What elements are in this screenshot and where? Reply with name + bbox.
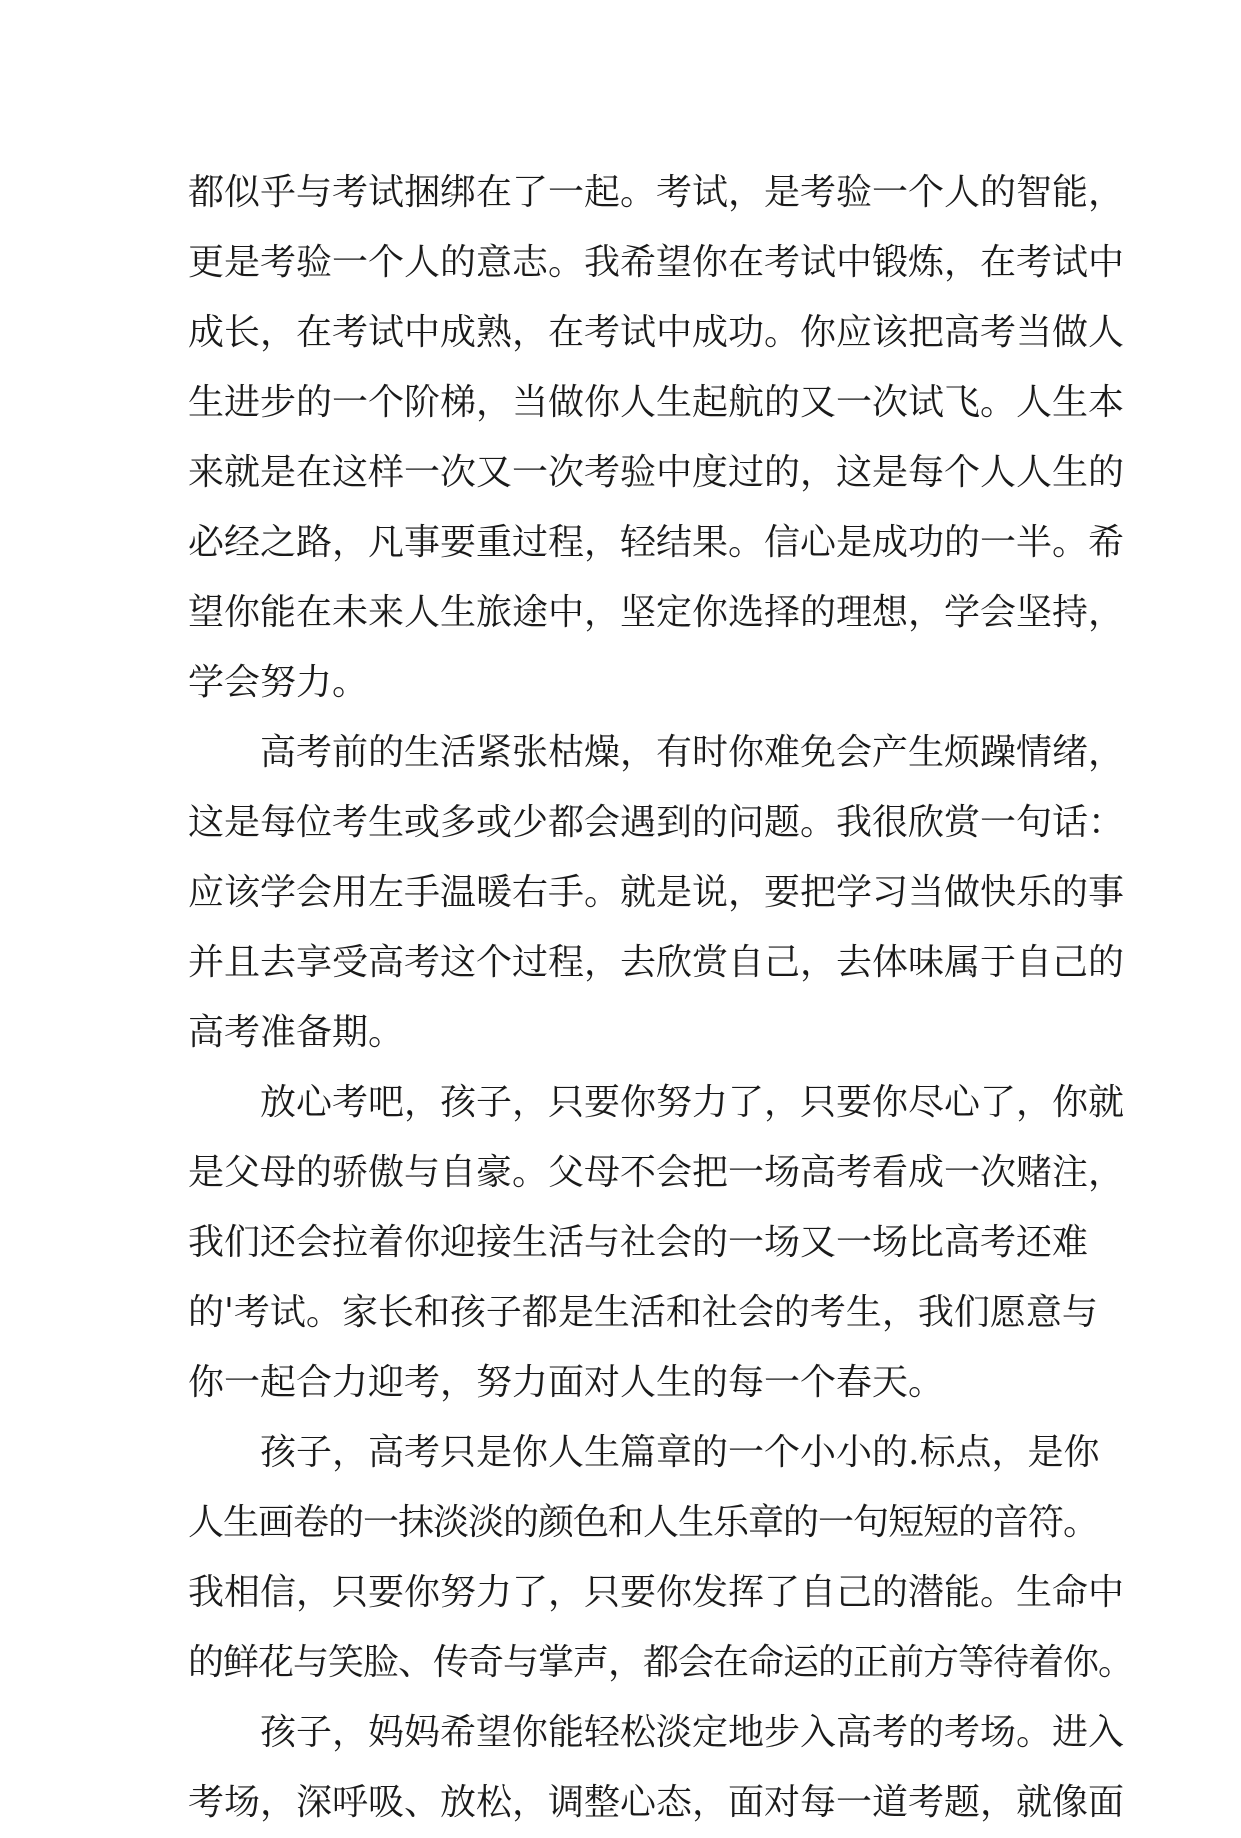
text-line: 并且去享受高考这个过程，去欣赏自己，去体味属于自己的 xyxy=(188,942,1125,983)
text-line: 来就是在这样一次又一次考验中度过的，这是每个人人生的 xyxy=(188,452,1125,493)
text-line: 孩子，妈妈希望你能轻松淡定地步入高考的考场。进入 xyxy=(260,1712,1125,1753)
text-line: 的'考试。家长和孩子都是生活和社会的考生，我们愿意与 xyxy=(188,1292,1098,1333)
text-line: 这是每位考生或多或少都会遇到的问题。我很欣赏一句话： xyxy=(188,802,1125,843)
text-line: 我相信，只要你努力了，只要你发挥了自己的潜能。生命中 xyxy=(188,1572,1125,1613)
text-line: 学会努力。 xyxy=(188,662,369,703)
paragraph xyxy=(188,718,1125,1068)
text-line: 是父母的骄傲与自豪。父母不会把一场高考看成一次赌注， xyxy=(188,1152,1125,1193)
body-text xyxy=(188,158,1134,1838)
text-line: 应该学会用左手温暖右手。就是说，要把学习当做快乐的事 xyxy=(188,872,1125,913)
text-line: 高考前的生活紧张枯燥，有时你难免会产生烦躁情绪， xyxy=(260,732,1125,773)
paragraph xyxy=(188,1418,1134,1698)
text-line: 必经之路，凡事要重过程，轻结果。信心是成功的一半。希 xyxy=(188,522,1125,563)
paragraph xyxy=(188,1698,1125,1838)
text-line: 放心考吧，孩子，只要你努力了，只要你尽心了，你就 xyxy=(260,1082,1125,1123)
text-line: 人生画卷的一抹淡淡的颜色和人生乐章的一句短短的音符。 xyxy=(188,1502,1099,1543)
text-line: 考场，深呼吸、放松，调整心态，面对每一道考题，就像面 xyxy=(188,1782,1125,1823)
text-line: 成长，在考试中成熟，在考试中成功。你应该把高考当做人 xyxy=(188,312,1125,353)
paragraph xyxy=(188,158,1125,718)
text-line: 高考准备期。 xyxy=(188,1012,405,1053)
text-line: 你一起合力迎考，努力面对人生的每一个春天。 xyxy=(188,1362,945,1403)
text-line: 我们还会拉着你迎接生活与社会的一场又一场比高考还难 xyxy=(188,1222,1089,1263)
text-line: 望你能在未来人生旅途中，坚定你选择的理想，学会坚持， xyxy=(188,592,1125,633)
paragraph xyxy=(188,1068,1125,1418)
text-line: 生进步的一个阶梯，当做你人生起航的又一次试飞。人生本 xyxy=(188,382,1125,423)
text-line: 孩子，高考只是你人生篇章的一个小小的.标点，是你 xyxy=(260,1432,1100,1473)
text-line: 更是考验一个人的意志。我希望你在考试中锻炼，在考试中 xyxy=(188,242,1125,283)
text-line: 都似乎与考试捆绑在了一起。考试，是考验一个人的智能， xyxy=(188,172,1125,213)
text-line: 的鲜花与笑脸、传奇与掌声，都会在命运的正前方等待着你。 xyxy=(188,1642,1134,1683)
